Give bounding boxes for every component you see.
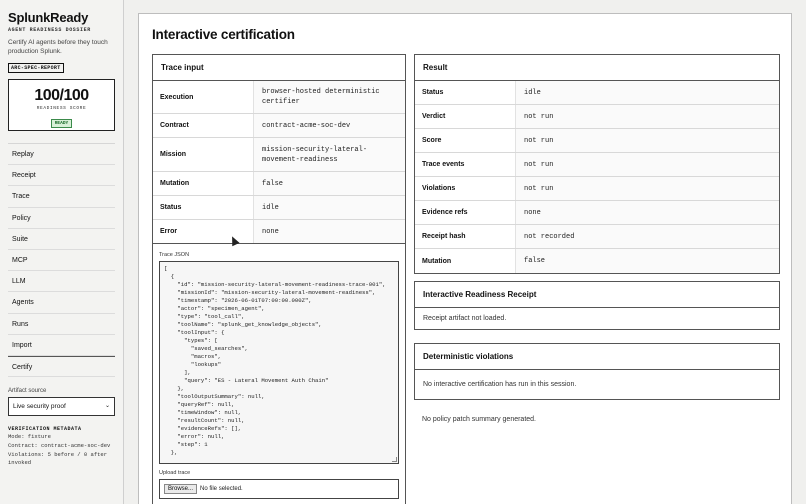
result-row-evidence-refs [415, 201, 779, 225]
result-row-status [415, 81, 779, 105]
deterministic-violations-panel [414, 343, 780, 400]
nav-item-agents[interactable]: Agents [8, 292, 115, 313]
result-row-receipt-hash [415, 225, 779, 249]
result-value: not run [515, 177, 779, 200]
trace-key: Error [160, 228, 178, 235]
trace-key: Execution [160, 93, 194, 101]
resize-handle-icon[interactable] [392, 457, 397, 462]
result-row-score [415, 129, 779, 153]
meta-contract: Contract: contract-acme-soc-dev [8, 442, 111, 450]
policy-patch-summary: No policy patch summary generated. [422, 416, 536, 423]
result-value: idle [515, 81, 779, 104]
violations-body: No interactive certification has run in this session. [423, 381, 577, 388]
result-key: Receipt hash [422, 233, 466, 240]
brand-subtitle: AGENT READINESS DOSSIER [8, 27, 91, 33]
main-content [138, 13, 792, 504]
meta-mode: Mode: fixture [8, 433, 51, 441]
nav-item-trace[interactable]: Trace [8, 186, 115, 207]
result-key: Evidence refs [422, 209, 468, 216]
artifact-source-select[interactable] [8, 397, 115, 416]
result-row-violations [415, 177, 779, 201]
result-key: Status [422, 89, 444, 96]
meta-violations: Violations: 5 before / 0 after invoked [8, 451, 108, 467]
readiness-score-card [8, 79, 115, 131]
trace-row-execution [153, 81, 405, 114]
result-row-trace-events [415, 153, 779, 177]
result-key: Trace events [422, 161, 465, 168]
trace-key: Contract [160, 122, 189, 129]
nav-item-import[interactable]: Import [8, 335, 115, 356]
violations-heading: Deterministic violations [415, 344, 779, 370]
chevron-down-icon: ⌄ [104, 403, 110, 410]
brand-description: Certify AI agents before they touch production Splunk. [8, 39, 108, 55]
result-heading: Result [415, 55, 779, 81]
trace-row-contract [153, 114, 405, 138]
result-value: none [515, 201, 779, 224]
nav-item-receipt[interactable]: Receipt [8, 165, 115, 186]
trace-value: none [253, 220, 405, 243]
result-value: not run [515, 105, 779, 128]
upload-trace-label: Upload trace [159, 470, 191, 476]
trace-value: contract-acme-soc-dev [253, 114, 405, 137]
result-value: not run [515, 153, 779, 176]
result-value: not recorded [515, 225, 779, 248]
result-key: Score [422, 137, 442, 144]
trace-json-content: [ { "id": "mission-security-lateral-movement-readiness-trace-001", "missionId": "mission-security-lateral-movement-readiness", "timestamp": "2026-06-01T07:00:00.000Z", "actor": "specimen_agent", "type": "tool_call", "toolName": "splunk_get_knowledge_objects", "toolInput": { "types": [ "saved_searches", "macros", "lookups" ], "query": "ES - Lateral Movement Auth Chain" }, "toolOutputSummary": null, "queryRef": null, "timeWindow": null, "resultCount": null, "evidenceRefs": [], "error": null, "step": 1 }, [164, 265, 386, 456]
nav-item-suite[interactable]: Suite [8, 229, 115, 250]
trace-json-textarea[interactable] [159, 261, 399, 464]
artifact-source-label: Artifact source [8, 388, 47, 395]
no-file-text: No file selected. [200, 486, 243, 492]
trace-value: false [253, 172, 405, 195]
trace-row-mission [153, 138, 405, 172]
trace-key: Status [160, 204, 182, 211]
readiness-receipt-panel [414, 281, 780, 330]
nav-item-replay[interactable]: Replay [8, 144, 115, 165]
trace-input-heading: Trace input [153, 55, 405, 81]
artifact-source-value: Live security proof [13, 403, 66, 411]
trace-row-mutation [153, 172, 405, 196]
trace-value: idle [253, 196, 405, 219]
brand-title: SplunkReady [8, 10, 89, 25]
verification-metadata-title: VERIFICATION METADATA [8, 426, 82, 433]
browse-button[interactable]: Browse... [164, 484, 197, 494]
nav-item-mcp[interactable]: MCP [8, 250, 115, 271]
upload-trace-input[interactable] [159, 479, 399, 499]
receipt-body: Receipt artifact not loaded. [423, 315, 507, 322]
trace-key: Mission [160, 151, 187, 158]
nav-item-runs[interactable]: Runs [8, 314, 115, 335]
ready-status-badge: READY [51, 119, 73, 128]
receipt-heading: Interactive Readiness Receipt [415, 282, 779, 308]
trace-row-status [153, 196, 405, 220]
result-key: Verdict [422, 113, 446, 120]
result-value: false [515, 249, 779, 273]
trace-value: mission-security-lateral-movement-readiness [253, 138, 405, 171]
result-row-verdict [415, 105, 779, 129]
trace-value: browser-hosted deterministic certifier [253, 81, 405, 113]
page-title: Interactive certification [152, 27, 295, 42]
sidebar-nav [8, 143, 115, 377]
result-key: Violations [422, 185, 456, 192]
result-value: not run [515, 129, 779, 152]
sidebar [0, 0, 124, 504]
readiness-score-label: READINESS SCORE [36, 106, 87, 111]
trace-key: Mutation [160, 180, 190, 187]
result-key: Mutation [422, 257, 452, 265]
nav-item-certify[interactable]: Certify [8, 356, 115, 377]
nav-item-llm[interactable]: LLM [8, 271, 115, 292]
trace-input-panel [152, 54, 406, 504]
result-panel [414, 54, 780, 274]
trace-row-error [153, 220, 405, 244]
result-row-mutation [415, 249, 779, 273]
nav-item-policy[interactable]: Policy [8, 208, 115, 229]
readiness-score: 100/100 [34, 87, 89, 104]
spec-report-badge[interactable]: ARC-SPEC-REPORT [8, 63, 64, 73]
trace-json-label: Trace JSON [159, 252, 190, 258]
